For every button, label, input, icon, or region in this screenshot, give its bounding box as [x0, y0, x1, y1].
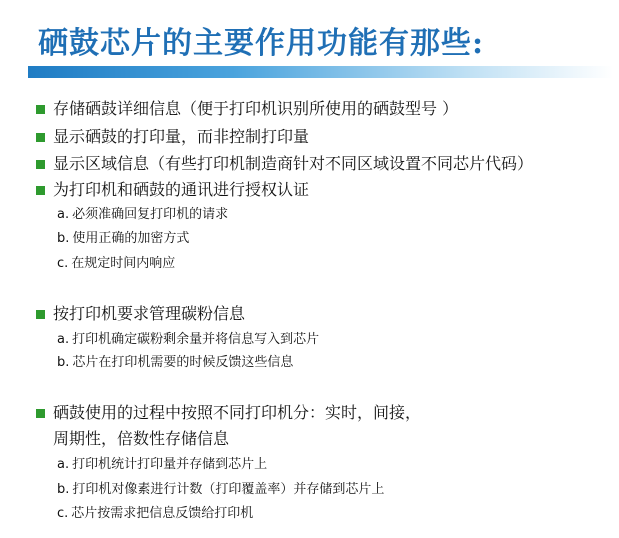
sub-item-text: 打印机统计打印量并存储到芯片上 — [72, 457, 268, 472]
sub-item-marker: c. — [57, 256, 69, 271]
sub-item-text: 使用正确的加密方式 — [72, 231, 190, 246]
square-bullet-icon — [36, 105, 45, 114]
sub-item — [57, 457, 267, 473]
square-bullet-icon — [36, 186, 45, 195]
bullet-text: 显示区域信息（有些打印机制造商针对不同区域设置不同芯片代码） — [53, 154, 534, 173]
bullet-text: 显示硒鼓的打印量，而非控制打印量 — [53, 127, 310, 146]
sub-item-text: 芯片按需求把信息反馈给打印机 — [71, 506, 254, 521]
bullet-text: 按打印机要求管理碳粉信息 — [53, 304, 246, 323]
sub-item — [57, 355, 293, 371]
sub-item-marker: b. — [57, 482, 70, 497]
bullet-text: 为打印机和硒鼓的通讯进行授权认证 — [53, 180, 310, 199]
sub-item-text: 打印机对像素进行计数（打印覆盖率）并存储到芯片上 — [72, 482, 385, 497]
sub-item-marker: b. — [57, 231, 70, 246]
sub-item-text: 在规定时间内响应 — [71, 256, 176, 271]
sub-item-marker: c. — [57, 506, 69, 521]
square-bullet-icon — [36, 133, 45, 142]
sub-item-marker: a. — [57, 207, 70, 222]
bullet-item — [36, 127, 309, 147]
sub-item — [57, 482, 384, 498]
sub-item-marker: a. — [57, 457, 70, 472]
bullet-item — [36, 180, 309, 200]
bullet-item — [36, 304, 245, 324]
page-title: 硒鼓芯片的主要作用功能有那些: — [38, 26, 485, 61]
sub-item — [57, 231, 189, 247]
sub-item-marker: a. — [57, 332, 70, 347]
bullet-item — [36, 154, 533, 174]
sub-item-text: 芯片在打印机需要的时候反馈这些信息 — [72, 355, 294, 370]
square-bullet-icon — [36, 160, 45, 169]
sub-item-marker: b. — [57, 355, 70, 370]
bullet-item — [36, 99, 458, 119]
sub-item-text: 必须准确回复打印机的请求 — [72, 207, 229, 222]
bullet-text: 硒鼓使用的过程中按照不同打印机分：实时，间接， — [53, 403, 422, 422]
bullet-text: 存储硒鼓详细信息（便于打印机识别所使用的硒鼓型号 ） — [53, 99, 459, 118]
sub-item-text: 打印机确定碳粉剩余量并将信息写入到芯片 — [72, 332, 320, 347]
square-bullet-icon — [36, 310, 45, 319]
square-bullet-icon — [36, 409, 45, 418]
sub-item — [57, 506, 253, 522]
bullet-continuation-text: 周期性，倍数性存储信息 — [53, 429, 230, 448]
sub-item — [57, 332, 319, 348]
sub-item — [57, 256, 175, 272]
sub-item — [57, 207, 228, 223]
bullet-item — [36, 403, 421, 423]
